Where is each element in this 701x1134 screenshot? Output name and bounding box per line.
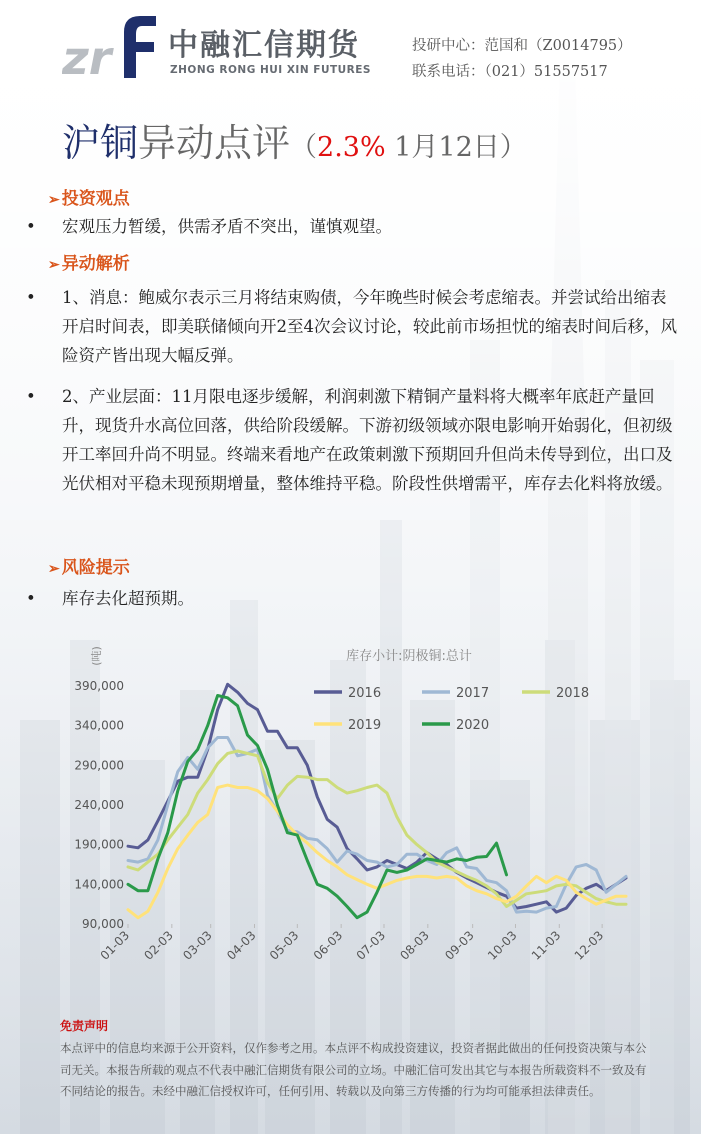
section-heading-view-text: 投资观点 [61,189,130,209]
brand-name-en: ZHONG RONG HUI XIN FUTURES [170,64,371,76]
y-tick-label: 90,000 [82,917,124,931]
risk-paragraph [26,584,677,613]
x-tick-label: 03-03 [180,928,215,963]
x-tick-label: 09-03 [442,928,477,963]
section-heading-analysis [48,249,130,274]
section-heading-view [48,184,130,209]
title-change-percent: 2.3% [317,132,386,163]
arrow-bullet-icon: ➢ [48,192,60,208]
chart-title: 库存小计:阴极铜:总计 [346,649,472,664]
x-tick-label: 05-03 [266,928,302,963]
disclaimer-heading: 免责声明 [60,1019,109,1033]
y-tick-label: 290,000 [74,758,124,773]
legend-label-2020: 2020 [456,718,490,733]
legend-label-2018: 2018 [556,686,590,701]
x-tick-label: 01-03 [97,928,133,963]
title-paren: （ [290,132,318,163]
section-heading-risk [48,553,130,578]
brand-name-cn: 中融汇信期货 [168,28,360,63]
view-text: 宏观压力暂缓，供需矛盾不突出，谨慎观望。 [62,217,392,236]
analysis-text-1: 1、消息：鲍威尔表示三月将结束购债，今年晚些时候会考虑缩表。并尝试给出缩表开启时间表，即美联储倾向开2至4次会议讨论，较此前市场担忧的缩表时间后移，风险资产皆出现大幅反弹。 [62,288,677,365]
dot-bullet-icon: • [26,217,36,236]
inventory-line-chart [64,634,664,984]
page-title [62,112,527,167]
analysis-paragraph-1 [26,283,677,370]
y-tick-label: 340,000 [74,718,124,733]
x-tick-label: 10-03 [485,928,520,963]
y-tick-label: 190,000 [74,837,124,852]
x-tick-label: 02-03 [141,928,176,963]
x-tick-label: 12-03 [571,928,607,963]
risk-text: 库存去化超预期。 [62,589,194,608]
x-tick-label: 04-03 [224,928,259,963]
disclaimer-text: 本点评中的信息均来源于公开资料，仅作参考之用。本点评不构成投资建议，投资者据此做出的任何投资决策与本公司无关。本报告所载的观点不代表中融汇信期货有限公司的立场。中融汇信可发出其它与本报告所载资料不一致及有不同结论的报告。未经中融汇信授权许可，任何引用、转载以及向第三方传播的行为均可能承担法律责任。 [60,1041,647,1098]
legend-label-2016: 2016 [348,686,382,701]
y-tick-label: 140,000 [74,877,124,892]
series-line-2018 [128,751,626,907]
x-tick-label: 07-03 [353,928,389,963]
title-date: 1月12日） [385,132,527,163]
legend-label-2017: 2017 [456,686,490,701]
company-logo-icon [62,12,162,80]
y-tick-label: 390,000 [74,678,124,693]
arrow-bullet-icon: ➢ [48,561,60,577]
x-tick-label: 11-03 [528,928,564,963]
contact-research: 投研中心：范国和（Z0014795） [412,38,632,54]
view-paragraph [26,212,677,241]
arrow-bullet-icon: ➢ [48,257,60,273]
dot-bullet-icon: • [26,288,36,307]
contact-phone: 联系电话：（021）51557517 [412,64,608,80]
section-heading-analysis-text: 异动解析 [61,254,130,274]
svg-text:zr: zr [62,31,112,80]
dot-bullet-icon: • [26,589,36,608]
series-line-2019 [128,785,626,918]
section-heading-risk-text: 风险提示 [61,558,130,578]
legend-label-2019: 2019 [348,718,382,733]
title-commodity: 沪铜 [62,121,139,165]
series-line-2020 [128,696,507,918]
y-tick-label: 240,000 [74,797,124,812]
title-type: 异动点评 [138,121,291,165]
chart-ylabel: (吨) [90,646,103,666]
analysis-text-2: 2、产业层面：11月限电逐步缓解，利润刺激下精铜产量料将大概率年底赶产量回升，现货升水高位回落，供给阶段缓解。下游初级领域亦限电影响开始弱化，但初级开工率回升尚不明显。终端来看地产在政策刺激下预期回升但尚未传导到位，出口及光伏相对平稳未现预期增量，整体维持平稳。阶段性供增需平，库存去化料将放缓。 [62,387,673,493]
x-tick-label: 08-03 [397,928,432,963]
x-tick-label: 06-03 [310,928,346,963]
dot-bullet-icon: • [26,387,36,406]
analysis-paragraph-2 [26,382,677,498]
